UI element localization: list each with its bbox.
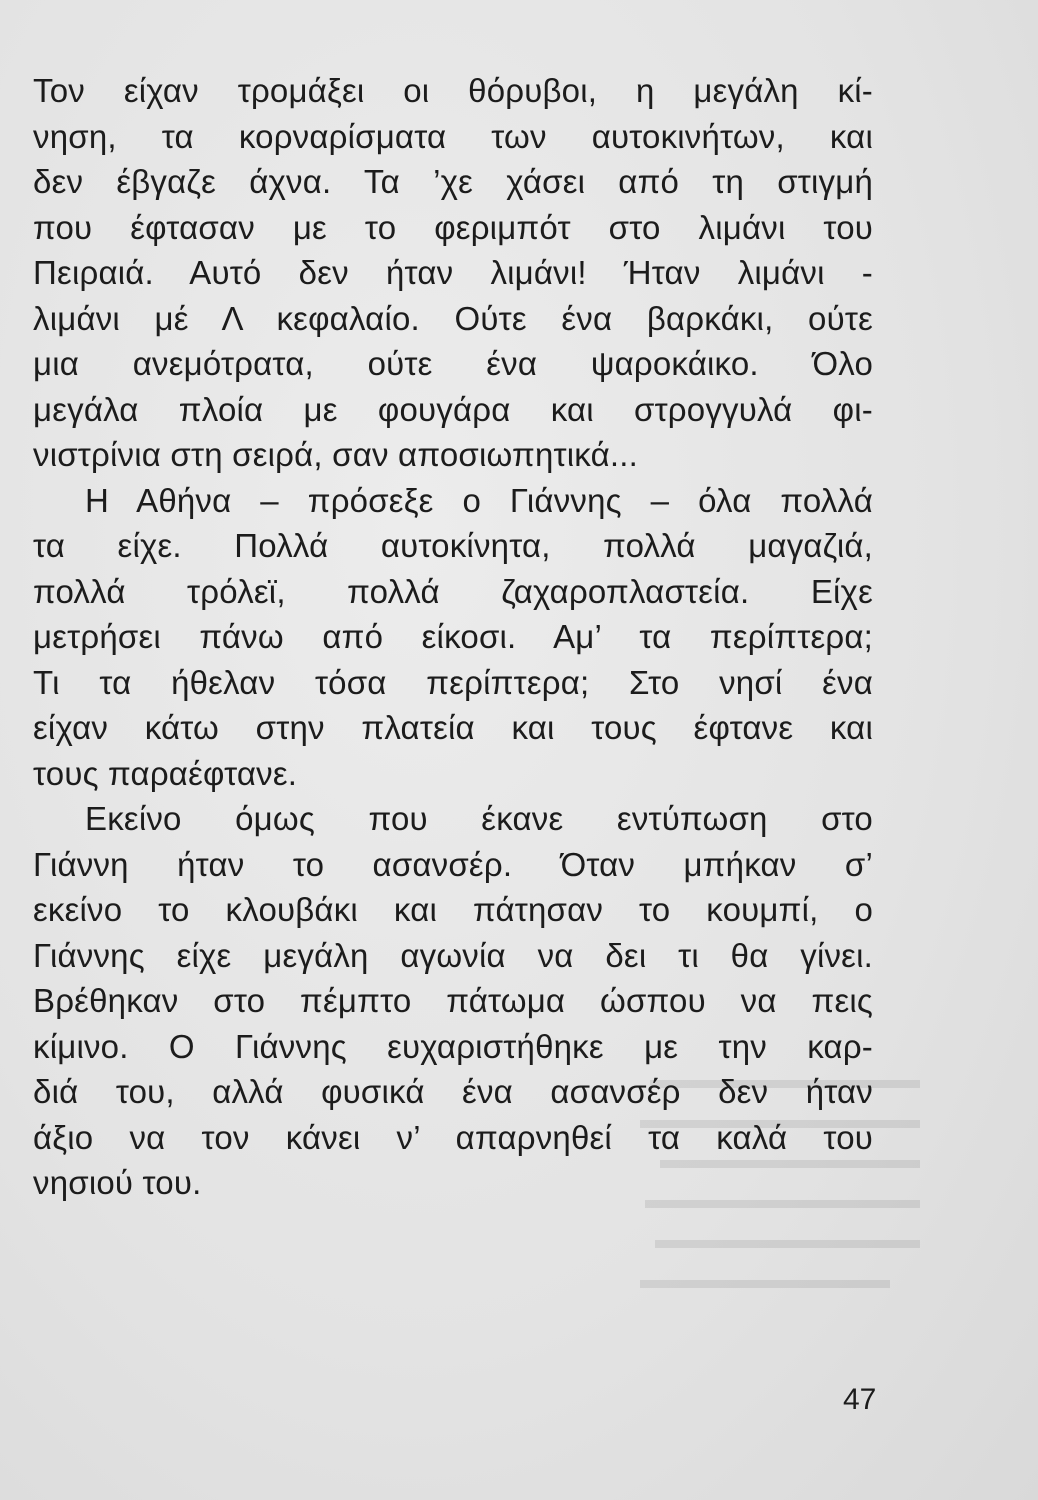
text-line: εκείνο το κλουβάκι και πάτησαν το κουμπί, ο: [33, 891, 873, 928]
text-line: δεν έβγαζε άχνα. Τα ’χε χάσει από τη στιγμή: [33, 163, 873, 200]
text-line: νιστρίνια στη σειρά, σαν αποσιωπητικά...: [33, 436, 638, 473]
text-line: είχαν κάτω στην πλατεία και τους έφτανε και: [33, 709, 873, 746]
text-line: κίμινο. Ο Γιάννης ευχαριστήθηκε με την καρ-: [33, 1027, 873, 1065]
text-line: Τον είχαν τρομάξει οι θόρυβοι, η μεγάλη κί-: [33, 72, 873, 109]
text-line: Γιάννης είχε μεγάλη αγωνία να δει τι θα γίνει.: [33, 936, 873, 974]
text-line: μια ανεμότρατα, ούτε ένα ψαροκάικο. Όλο: [33, 345, 873, 382]
text-line: που έφτασαν με το φεριμπότ στο λιμάνι του: [33, 208, 873, 246]
paragraph-first-line: Εκείνο όμως που έκανε εντύπωση στο: [85, 800, 873, 837]
paragraph-first-line: Η Αθήνα – πρόσεξε ο Γιάννης – όλα πολλά: [85, 481, 873, 519]
text-line: μεγάλα πλοία με φουγάρα και στρογγυλά φι-: [33, 390, 873, 428]
text-line: νησιού του.: [33, 1164, 202, 1201]
text-line: λιμάνι μέ Λ κεφαλαίο. Ούτε ένα βαρκάκι, ούτε: [33, 299, 873, 337]
text-line: τους παραέφτανε.: [33, 754, 298, 792]
text-line: πολλά τρόλεϊ, πολλά ζαχαροπλαστεία. Είχε: [33, 572, 873, 610]
text-line: τα είχε. Πολλά αυτοκίνητα, πολλά μαγαζιά,: [33, 527, 873, 564]
text-line: διά του, αλλά φυσικά ένα ασανσέρ δεν ήταν: [33, 1073, 873, 1110]
text-line: Γιάννη ήταν το ασανσέρ. Όταν μπήκαν σ’: [33, 845, 873, 883]
text-line: μετρήσει πάνω από είκοσι. Αμ’ τα περίπτερα;: [33, 618, 873, 655]
text-line: Τι τα ήθελαν τόσα περίπτερα; Στο νησί ένα: [33, 663, 873, 701]
page-number: 47: [843, 1383, 877, 1416]
text-line: άξιο να τον κάνει ν’ απαρνηθεί τα καλά του: [33, 1118, 873, 1156]
body-text: [33, 68, 873, 1206]
text-line: Βρέθηκαν στο πέμπτο πάτωμα ώσπου να πεις: [33, 982, 873, 1019]
text-line: Πειραιά. Αυτό δεν ήταν λιμάνι! Ήταν λιμάνι -: [33, 254, 873, 291]
text-line: νηση, τα κορναρίσματα των αυτοκινήτων, και: [33, 117, 873, 155]
